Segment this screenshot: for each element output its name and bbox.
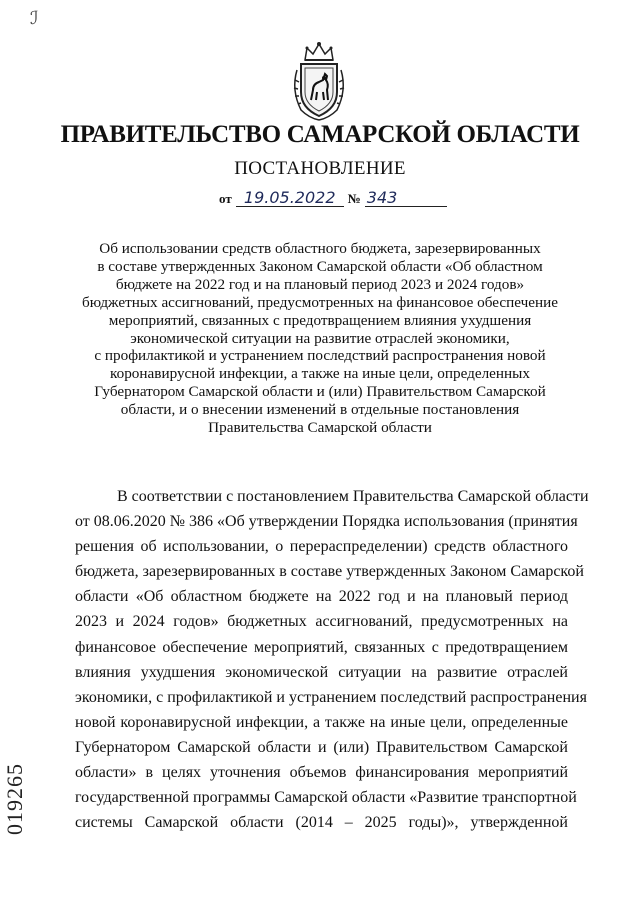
heading-line: с профилактикой и устранением последствий распространения новой [94, 347, 546, 365]
body-line: В соответствии с постановлением Правительства Самарской области [117, 488, 589, 505]
body-line: Губернатором Самарской области и (или) Правительством Самарской [75, 738, 568, 756]
body-line: области «Об областном бюджете на 2022 год и на плановый период [75, 588, 568, 606]
heading-line: экономической ситуации на развитие отраслей экономики, [130, 329, 510, 347]
body-paragraph [75, 484, 589, 835]
body-line: финансовое обеспечение мероприятий, связанных с предотвращением [75, 638, 568, 656]
heading-line: Правительства Самарской области [208, 419, 432, 437]
heading-line: мероприятий, связанных с предотвращением влияния ухудшения [108, 311, 532, 329]
from-label: от [219, 191, 232, 206]
body-line: экономики, с профилактикой и устранением последствий распространения [75, 688, 587, 706]
body-line: 2023 и 2024 годов» бюджетных ассигнований, предусмотренных на [75, 613, 568, 631]
body-line: влияния ухудшения экономической ситуации на развитие отраслей [75, 663, 568, 681]
corner-handwritten-mark: ℐ [30, 8, 39, 28]
document-type: ПОСТАНОВЛЕНИЕ [234, 158, 406, 179]
body-line: области» в целях уточнения объемов финансирования мероприятий [75, 764, 568, 782]
heading-line: бюджетных ассигнований, предусмотренных на финансовое обеспечение [82, 293, 558, 311]
document-heading [80, 240, 560, 437]
heading-line: области, и о внесении изменений в отдельные постановления [120, 401, 520, 419]
heading-line: коронавирусной инфекции, а также на иные цели, определенных [110, 365, 530, 383]
date-number-line [219, 190, 451, 207]
document-date: 19.05.2022 [236, 190, 344, 207]
body-line: системы Самарской области (2014 – 2025 годы)», утвержденной [75, 814, 568, 832]
body-line: от 08.06.2020 № 386 «Об утверждении Порядка использования (принятия [75, 513, 578, 531]
body-line: государственной программы Самарской области «Развитие транспортной [75, 789, 577, 807]
heading-line: Об использовании средств областного бюджета, зарезервированных [99, 240, 541, 257]
samara-coat-of-arms-icon [287, 40, 351, 122]
heading-line: бюджете на 2022 год и на плановый период 2023 и 2024 годов» [115, 275, 525, 293]
document-number: 343 [365, 190, 447, 207]
number-label: № [347, 191, 361, 206]
heading-line: в составе утвержденных Законом Самарской области «Об областном [97, 257, 543, 275]
side-serial-number: 019265 [2, 763, 27, 835]
government-title: ПРАВИТЕЛЬСТВО САМАРСКОЙ ОБЛАСТИ [60, 121, 580, 148]
body-line: решения об использовании, о перераспределении) средств областного [75, 538, 568, 556]
heading-line: Губернатором Самарской области и (или) Правительством Самарской [94, 383, 546, 401]
body-line: бюджета, зарезервированных в составе утвержденных Законом Самарской [75, 563, 584, 581]
body-line: новой коронавирусной инфекции, а также на иные цели, определенные [75, 713, 568, 731]
